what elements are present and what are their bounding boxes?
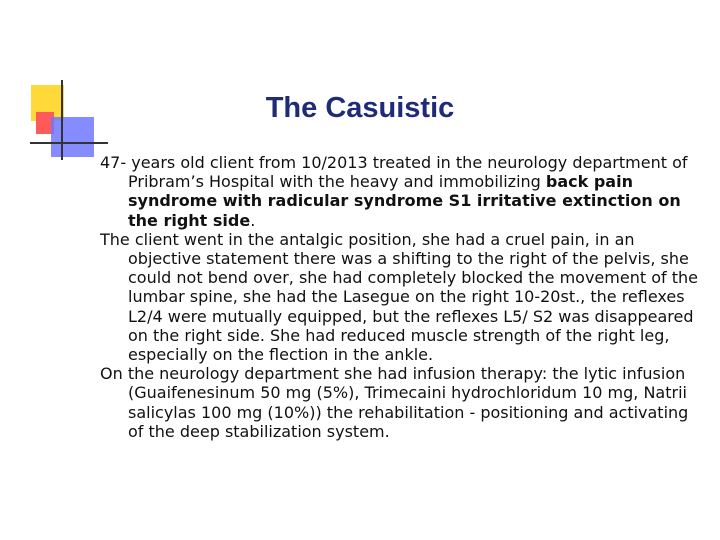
paragraph-2: The client went in the antalgic position, she had a cruel pain, in an objective statement there was a shifting to the right of the pelvis, she could not bend over, she had completely blocked the movement of the lumbar spine, she had the Lasegue on the right 10-20st., the reflexes L2/4 were mutually equipped, but the reflexes L5/ S2 was disappeared on the right side. She had reduced muscle strength of the right leg, especially on the flection in the ankle. [100,229,698,365]
paragraph-1-text: 47- years old client from 10/2013 treated in the neurology department of Pribram’s Hospital with the heavy and immobilizing [100,153,688,192]
slide-body [100,153,700,441]
paragraph-1-end: . [250,210,256,230]
blue-square [51,117,94,157]
paragraph-3: On the neurology department she had infusion therapy: the lytic infusion (Guaifenesinum 50 mg (5%), Trimecaini hydrochloridum 10 mg, Natrii salicylas 100 mg (10%)) the rehabilitation - positioning and activating of the deep stabilization system. [100,364,689,441]
page-title: The Casuistic [265,92,455,124]
paragraph-1-emphasis: back pain syndrome with radicular syndrome S1 irritative extinction on the right side [128,172,681,230]
decorative-squares [0,0,110,170]
paragraph-1 [100,153,700,230]
